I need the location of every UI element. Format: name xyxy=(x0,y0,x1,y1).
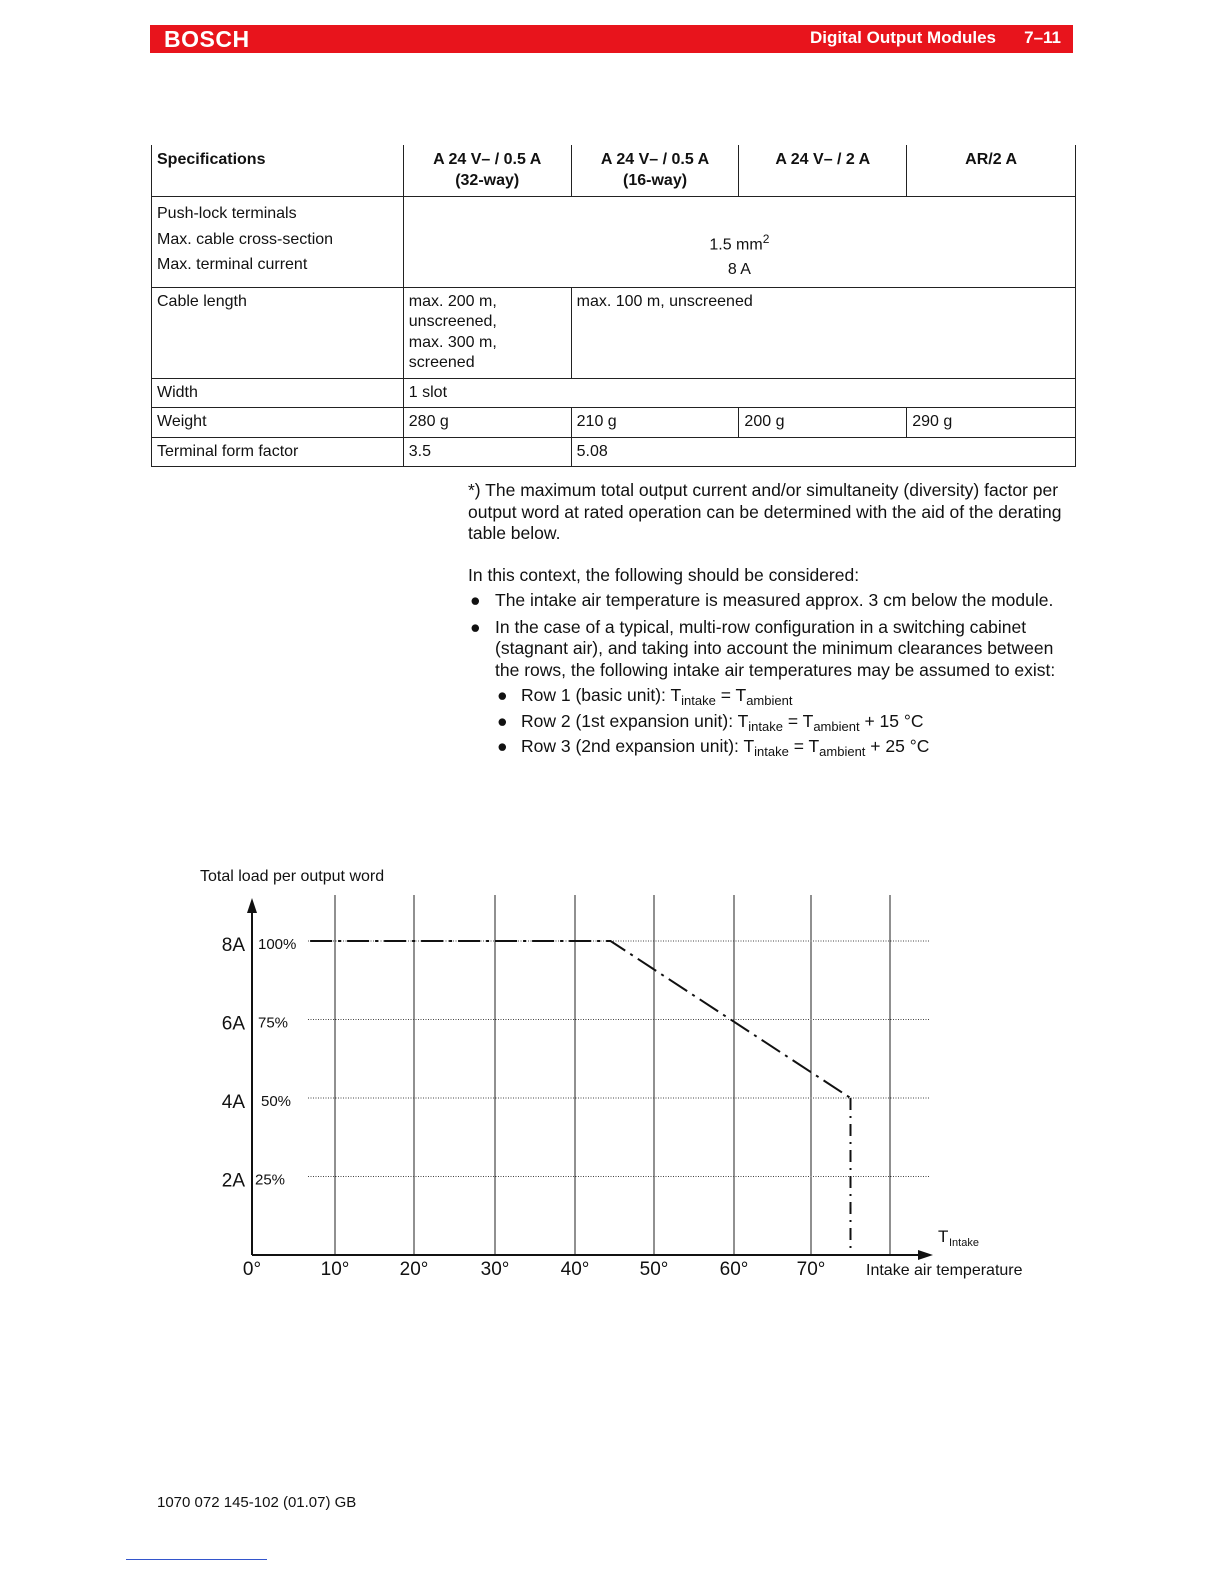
y-tick-label-percent: 50% xyxy=(261,1093,292,1110)
x-tick-label: 10° xyxy=(320,1259,350,1280)
x-tick-label: 60° xyxy=(719,1259,749,1280)
list-item: ● Row 3 (2nd expansion unit): $T_{intake} = T_{ambient} + 25$ °C xyxy=(497,736,930,759)
terminal-form-value: 3.5 xyxy=(403,437,571,467)
x-axis-symbol-sub: Intake xyxy=(949,1237,979,1249)
cable-length-other: max. 100 m, unscreened xyxy=(571,287,1075,378)
terminal-values: 1.5 $mm^2$ 8 A xyxy=(403,197,1075,288)
x-tick-label: 70° xyxy=(796,1259,826,1280)
weight-value: 210 g xyxy=(571,408,739,438)
list-item: ● Row 2 (1st expansion unit): $T_{intake} = T_{ambient} + 15$ °C xyxy=(497,710,924,734)
bullet-icon: ● xyxy=(470,616,481,637)
chart-title: Total load per output word xyxy=(200,868,385,885)
weight-value: 290 g xyxy=(907,408,1076,438)
list-item: ● The intake air temperature is measured approx. 3 cm below the module. xyxy=(470,590,1054,610)
width-value: 1 slot xyxy=(403,378,1075,408)
y-tick-label-amp: 4A xyxy=(221,1092,245,1113)
cable-length-label: Cable length xyxy=(152,287,404,378)
x-tick-label: 30° xyxy=(480,1259,510,1280)
page-number: 7–11 xyxy=(1024,28,1061,47)
list-item: ● Row 1 (basic unit): $T_{intake} = T_{ambient}$ xyxy=(497,685,793,708)
header-a24-05-16: A 24 V– / 0.5 A (16-way) xyxy=(571,145,739,197)
weight-value: 280 g xyxy=(403,408,571,438)
x-tick-label: 20° xyxy=(399,1259,429,1280)
y-tick-label-amp: 2A xyxy=(221,1170,245,1192)
footer-rule xyxy=(126,1559,267,1560)
bullet-icon: ● xyxy=(497,710,508,731)
x-axis-arrow-icon xyxy=(918,1250,933,1260)
bosch-logo: BOSCH xyxy=(164,26,250,52)
bullet-icon: ● xyxy=(497,736,508,756)
header-specifications: Specifications xyxy=(152,145,404,197)
note-intro: In this context, the following should be considered: xyxy=(468,564,860,585)
width-label: Width xyxy=(152,378,404,408)
y-tick-label-amp: 8A xyxy=(221,935,245,956)
cable-length-32way: max. 200 m, unscreened, max. 300 m, screened xyxy=(403,287,571,378)
y-tick-label-percent: 25% xyxy=(255,1171,286,1189)
x-axis-label: Intake air temperature xyxy=(866,1262,1023,1279)
weight-value: 200 g xyxy=(739,408,907,438)
y-tick-label-amp: 6A xyxy=(221,1013,245,1035)
header-a24-05-32: A 24 V– / 0.5 A (32-way) xyxy=(403,145,571,197)
bullet-icon: ● xyxy=(470,590,481,610)
y-axis-arrow-icon xyxy=(247,898,257,913)
note-paragraph: *) The maximum total output current and/or simultaneity (diversity) factor per output word at rated operation can be determined with the aid of the derating table below. xyxy=(468,480,1062,543)
terminal-form-label: Terminal form factor xyxy=(152,437,404,467)
document-code: 1070 072 145-102 (01.07) GB xyxy=(157,1494,357,1511)
header-a24-2: A 24 V– / 2 A xyxy=(739,145,907,197)
terminal-labels: Push-lock terminals Max. cable cross-section Max. terminal current xyxy=(152,197,404,288)
x-tick-label: 0° xyxy=(242,1259,262,1280)
y-tick-label-percent: 75% xyxy=(258,1014,289,1032)
list-item: ● In the case of a typical, multi-row configuration in a switching cabinet (stagnant air), and taking into account the minimum clearances between the rows, the following intake air temperatures may be assumed to exist: ● Row 1 (basic unit): $T_{intake} = T_{ambient}$ ● Row 2 (1st expansion unit): $T_{intake} = T_{ambient} + 15$ °C ● Row 3 (2nd expansion unit): $T_{intake} = T_{ambient} + 25$ °C xyxy=(468,617,1076,758)
y-tick-label-percent: 100% xyxy=(258,936,297,953)
header-ar2: AR/2 A xyxy=(907,145,1076,197)
bullet-icon: ● xyxy=(497,685,508,705)
x-tick-label: 40° xyxy=(560,1259,590,1280)
weight-label: Weight xyxy=(152,408,404,438)
section-title: Digital Output Modules xyxy=(809,28,996,47)
x-tick-label: 50° xyxy=(639,1259,669,1280)
terminal-form-value: 5.08 xyxy=(571,437,1075,467)
x-axis-symbol: T xyxy=(938,1227,949,1246)
